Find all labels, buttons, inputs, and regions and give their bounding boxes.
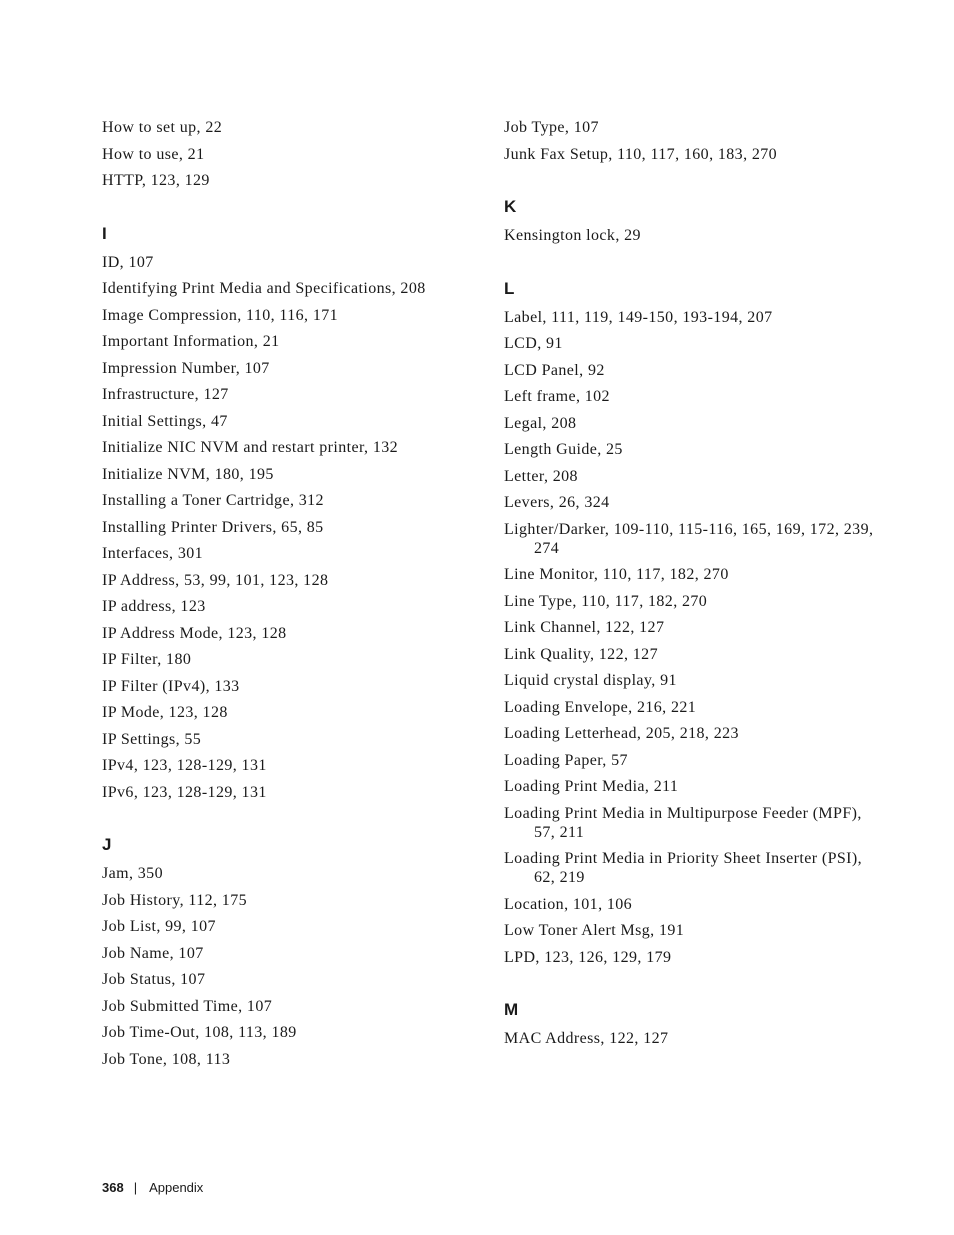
index-entry: Lighter/Darker, 109-110, 115-116, 165, 169, 172, 239, 274	[504, 520, 874, 557]
index-entry: Interfaces, 301	[102, 545, 204, 562]
page-number: 368	[102, 1180, 124, 1195]
index-entry: Loading Envelope, 216, 221	[504, 698, 697, 716]
index-entry: IP Address Mode, 123, 128	[102, 624, 287, 642]
index-entry: Identifying Print Media and Specifications, 208	[102, 280, 426, 297]
index-entry: Installing Printer Drivers, 65, 85	[102, 518, 324, 536]
index-entry: IPv6, 123, 128-129, 131	[102, 783, 267, 801]
index-entry: Loading Letterhead, 205, 218, 223	[504, 725, 739, 742]
index-entry: Initialize NIC NVM and restart printer, 132	[102, 439, 399, 456]
index-entry: Loading Print Media in Priority Sheet Inserter (PSI), 62, 219	[504, 850, 863, 886]
index-section	[102, 835, 472, 1069]
index-entry: Job Time-Out, 108, 113, 189	[102, 1024, 297, 1041]
page-footer	[102, 1180, 203, 1195]
index-entry: Levers, 26, 324	[504, 494, 610, 511]
index-letter-heading: M	[504, 1000, 519, 1019]
index-entry: Kensington lock, 29	[504, 227, 641, 244]
index-entry: Job List, 99, 107	[102, 918, 216, 935]
footer-section-title: Appendix	[149, 1180, 204, 1195]
index-column-left	[102, 118, 472, 1076]
index-letter-heading: K	[504, 197, 517, 216]
index-entry: HTTP, 123, 129	[102, 172, 210, 189]
index-entry: Impression Number, 107	[102, 359, 270, 377]
index-entry: MAC Address, 122, 127	[504, 1030, 669, 1047]
index-entry: Location, 101, 106	[504, 895, 633, 913]
index-entry: IP Address, 53, 99, 101, 123, 128	[102, 571, 329, 589]
index-entry: Link Quality, 122, 127	[504, 645, 658, 663]
index-entry: Loading Print Media in Multipurpose Feeder (MPF), 57, 211	[504, 804, 862, 841]
index-entry: Initial Settings, 47	[102, 412, 228, 430]
index-entry: Installing a Toner Cartridge, 312	[102, 492, 324, 509]
footer-separator: |	[133, 1180, 138, 1195]
index-entry: Label, 111, 119, 149-150, 193-194, 207	[504, 308, 773, 326]
index-entry: LPD, 123, 126, 129, 179	[504, 948, 672, 966]
index-letter-heading: J	[102, 835, 112, 854]
index-entry: ID, 107	[102, 253, 154, 271]
index-letter-heading: I	[102, 223, 107, 243]
index-entry: Job Tone, 108, 113	[102, 1050, 231, 1068]
index-entry: IP Mode, 123, 128	[102, 704, 228, 721]
index-entry: LCD, 91	[504, 335, 563, 352]
index-entry: Job Status, 107	[102, 971, 206, 988]
index-entry: Left frame, 102	[504, 388, 610, 405]
index-entry: Job History, 112, 175	[102, 891, 247, 909]
index-section	[102, 118, 472, 190]
index-entry: Junk Fax Setup, 110, 117, 160, 183, 270	[504, 145, 778, 163]
index-entry: IP address, 123	[102, 598, 206, 615]
index-entry: Length Guide, 25	[504, 441, 623, 458]
index-entry: Important Information, 21	[102, 333, 280, 350]
index-entry: Image Compression, 110, 116, 171	[102, 306, 339, 324]
index-entry: Job Type, 107	[504, 119, 599, 136]
index-entry: Liquid crystal display, 91	[504, 672, 677, 689]
index-entry: IP Filter (IPv4), 133	[102, 677, 240, 695]
index-entry: Initialize NVM, 180, 195	[102, 465, 274, 483]
index-entry: Low Toner Alert Msg, 191	[504, 922, 685, 939]
index-entry: Line Type, 110, 117, 182, 270	[504, 592, 708, 610]
index-entry: IP Settings, 55	[102, 730, 202, 748]
index-entry: Job Name, 107	[102, 944, 204, 962]
index-entry: How to set up, 22	[102, 119, 223, 136]
index-entry: IPv4, 123, 128-129, 131	[102, 757, 267, 774]
index-entry: Loading Print Media, 211	[504, 778, 679, 795]
index-entry: Legal, 208	[504, 414, 577, 432]
index-section	[504, 279, 884, 967]
index-entry: How to use, 21	[102, 145, 205, 163]
index-entry: IP Filter, 180	[102, 651, 192, 668]
index-section	[504, 118, 884, 164]
index-entry: Link Channel, 122, 127	[504, 619, 665, 636]
index-section	[102, 224, 472, 802]
index-letter-heading: L	[504, 278, 515, 298]
index-entry: Loading Paper, 57	[504, 751, 628, 769]
index-entry: Line Monitor, 110, 117, 182, 270	[504, 566, 729, 583]
index-entry: Job Submitted Time, 107	[102, 997, 273, 1015]
index-section	[504, 197, 884, 245]
index-entry: Jam, 350	[102, 865, 163, 882]
index-column-right	[504, 118, 884, 1056]
index-entry: Infrastructure, 127	[102, 386, 229, 403]
index-entry: LCD Panel, 92	[504, 361, 605, 379]
index-entry: Letter, 208	[504, 467, 578, 485]
index-section	[504, 1000, 884, 1048]
